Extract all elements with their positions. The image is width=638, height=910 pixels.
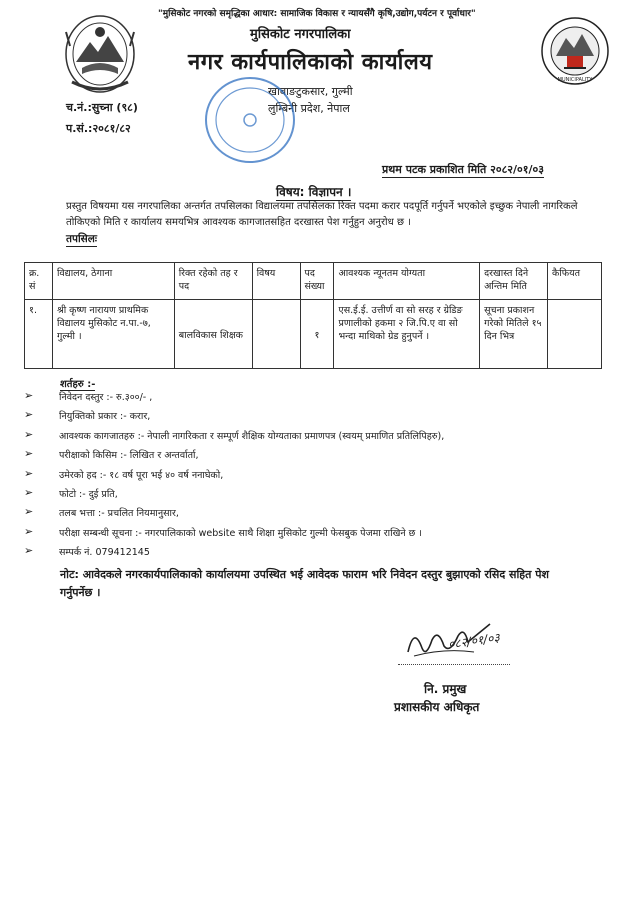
- conditions-label: शर्तहरु :-: [60, 376, 95, 391]
- fiscal-year-number: प.सं.:२०८१/८२: [66, 122, 131, 135]
- list-item: [24, 390, 584, 409]
- condition-text: नियुक्तिको प्रकार :- करार,: [59, 411, 151, 423]
- signature-line: [398, 664, 510, 665]
- subject-heading: विषय: विज्ञापन ।: [276, 185, 352, 199]
- arrow-bullet-icon: ➢: [24, 524, 34, 538]
- list-item: [24, 545, 584, 564]
- list-item: [24, 526, 584, 545]
- header-qualification: आवश्यक न्यूनतम योग्यता: [334, 263, 480, 300]
- list-item: [24, 429, 584, 448]
- office-stamp: [200, 70, 300, 168]
- vacancy-table: [24, 262, 602, 369]
- arrow-bullet-icon: ➢: [24, 485, 34, 499]
- condition-text: परीक्षाको किसिम :- लिखित र अन्तर्वार्ता,: [59, 450, 199, 462]
- reference-number: च.नं.:सुच्ना (९८): [66, 101, 138, 114]
- arrow-bullet-icon: ➢: [24, 408, 34, 422]
- cell-subject: [252, 300, 300, 369]
- list-item: [24, 409, 584, 428]
- arrow-bullet-icon: ➢: [24, 427, 34, 441]
- table-row: [25, 300, 602, 369]
- municipality-name: मुसिकोट नगरपालिका: [250, 27, 351, 42]
- intro-paragraph: प्रस्तुत विषयमा यस नगरपालिका अन्तर्गत तपसिलका विद्यालयमा तपसिलका रिक्त पदमा करार पदपूर्ति गर्नुपर्ने भएकोले इच्छुक नेपाली नागरिकले तोकिएको मिति र कार्यालय समयभित्र आवश्यक कागजातसहित दरखास्त पेश गर्नुहुन अनुरोध छ ।: [66, 201, 578, 228]
- slogan: "मुसिकोट नगरको समृद्धिका आधार: सामाजिक विकास र न्यायसँगै कृषि,उद्योग,पर्यटन र पूर्वाधार": [158, 9, 476, 19]
- note-paragraph: नोट: आवेदकले नगरकार्यपालिकाको कार्यालयमा उपस्थित भई आवेदक फाराम भरि निवेदन दस्तुर बुझाएको रसिद सहित पेश गर्नुपर्नेछ ।: [60, 568, 549, 599]
- list-item: [24, 468, 584, 487]
- arrow-bullet-icon: ➢: [24, 389, 34, 402]
- office-title: नगर कार्यपालिकाको कार्यालय: [188, 50, 433, 75]
- header-deadline: दरखास्त दिने अन्तिम मिति: [480, 263, 548, 300]
- nepal-emblem-icon: [62, 12, 138, 94]
- officer-name: नि. प्रमुख: [424, 682, 467, 696]
- cell-qualification: एस.ई.ई. उत्तीर्ण वा सो सरह र ग्रेडिङ प्रणालीको हकमा २ जि.पि.ए वा सो भन्दा माथिको ग्रेड हुनुपर्ने ।: [334, 300, 480, 369]
- header-level: रिक्त रहेको तह र पद: [174, 263, 252, 300]
- officer-title: प्रशासकीय अधिकृत: [394, 700, 480, 714]
- arrow-bullet-icon: ➢: [24, 466, 34, 480]
- cell-remarks: [548, 300, 602, 369]
- municipality-seal-icon: [540, 16, 610, 86]
- publish-date: प्रथम पटक प्रकाशित मिति २०८२/०१/०३: [382, 163, 544, 176]
- condition-text: निवेदन दस्तुर :- रु.३००/- ,: [59, 392, 153, 403]
- table-header-row: [25, 263, 602, 300]
- condition-text: उमेरको हद :- १८ वर्ष पूरा भई ४० वर्ष ननाघेको,: [59, 469, 224, 481]
- svg-text:MUNICIPALITY: MUNICIPALITY: [557, 77, 593, 83]
- arrow-bullet-icon: ➢: [24, 505, 34, 519]
- header-school: विद्यालय, ठेगाना: [52, 263, 174, 300]
- condition-text: परीक्षा सम्बन्धी सूचना :- नगरपालिकाको website साथै शिक्षा मुसिकोट गुल्मी फेसबुक पेजमा राखिने छ ।: [59, 527, 422, 539]
- cell-count: १: [300, 300, 334, 369]
- list-item: [24, 506, 584, 525]
- details-label: तपसिलः: [66, 233, 98, 245]
- list-item: [24, 487, 584, 506]
- address-line-1: खाबाङटुकसार, गुल्मी: [268, 85, 353, 98]
- cell-sn: १.: [25, 300, 53, 369]
- cell-school: श्री कृष्ण नारायण प्राथमिक विद्यालय मुसिकोट न.पा.-७, गुल्मी ।: [52, 300, 174, 369]
- arrow-bullet-icon: ➢: [24, 447, 34, 461]
- conditions-list: [24, 390, 584, 565]
- condition-text: तलब भत्ता :- प्रचलित नियमानुसार,: [59, 508, 179, 520]
- condition-text: फोटो :- दुई प्रति,: [59, 488, 118, 500]
- list-item: [24, 448, 584, 467]
- cell-level: बालविकास शिक्षक: [174, 300, 252, 369]
- cell-deadline: सूचना प्रकाशन गरेको मितिले १५ दिन भित्र: [480, 300, 548, 369]
- header-count: पद संख्या: [300, 263, 334, 300]
- condition-text: आवश्यक कागजातहरु :- नेपाली नागरिकता र सम्पूर्ण शैक्षिक योग्यताका प्रमाणपत्र (स्वयम् प्रमाणित प्रतिलिपिहरु),: [59, 430, 445, 442]
- header-sn: क्र. सं: [25, 263, 53, 300]
- arrow-bullet-icon: ➢: [24, 544, 34, 558]
- header-subject: विषय: [252, 263, 300, 300]
- address-line-2: लुम्बिनी प्रदेश, नेपाल: [268, 102, 350, 115]
- header-remarks: कैफियत: [548, 263, 602, 300]
- signature-date: ०८२/०१/०३: [447, 630, 501, 652]
- condition-text: सम्पर्क नं. 079412145: [59, 547, 150, 559]
